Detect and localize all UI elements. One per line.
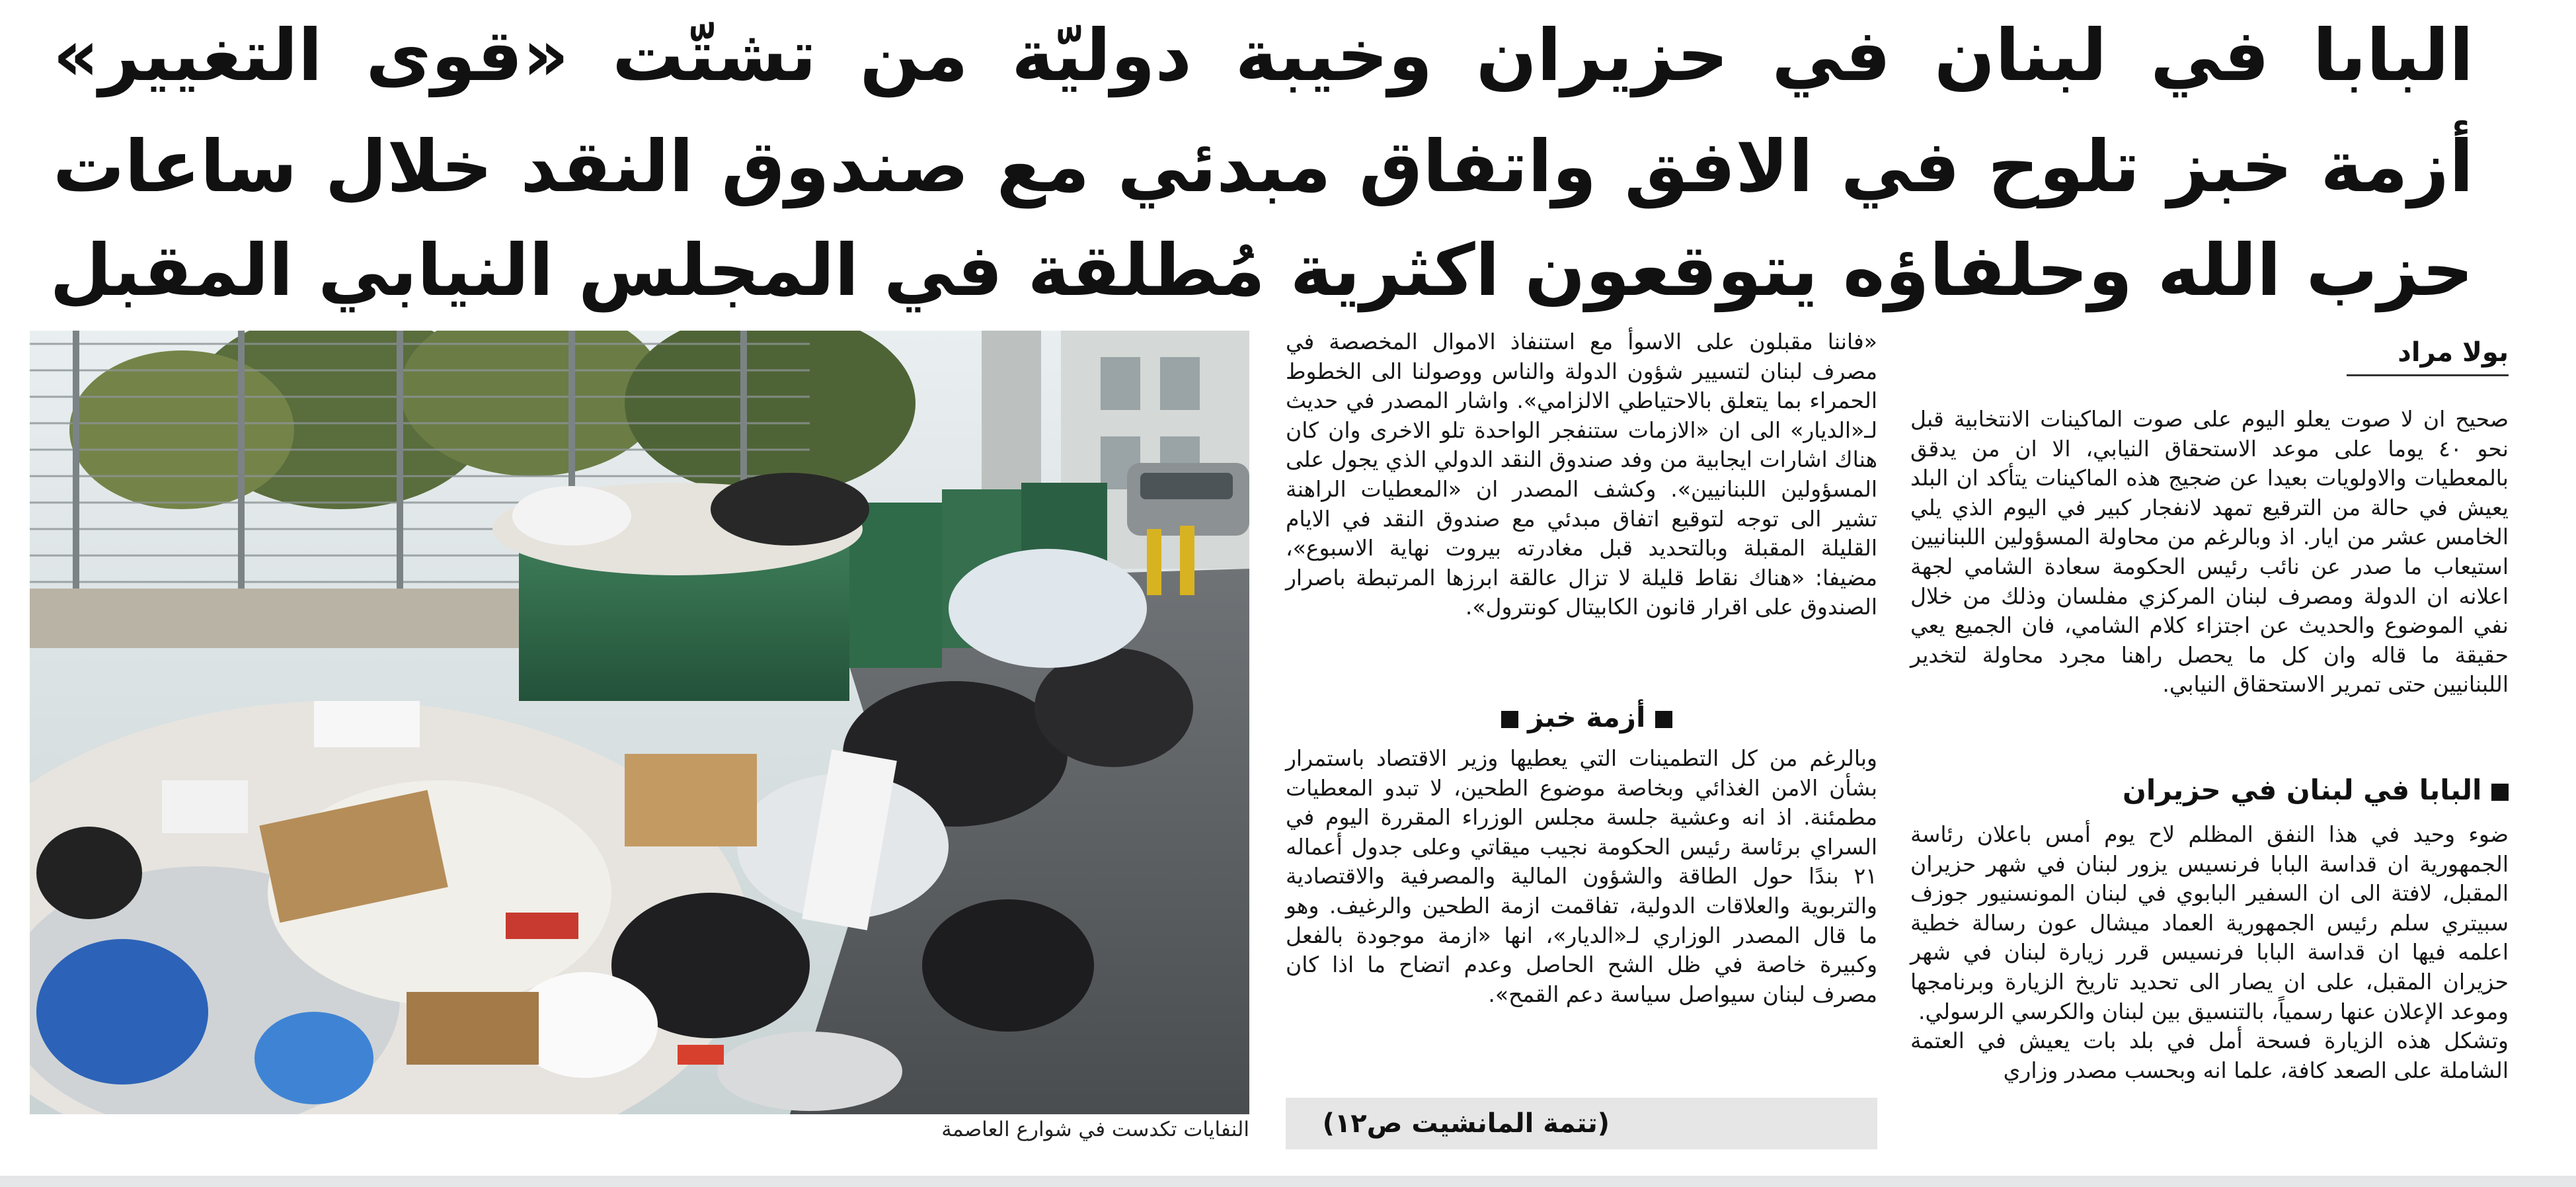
right-paragraph-3: وتشكل هذه الزيارة فسحة أمل في بلد بات يعيش في العتمة الشاملة على الصعد كافة، علما انه وبحسب مصدر وزاري xyxy=(1910,1028,2509,1083)
subhead-pope-visit xyxy=(2123,770,2509,810)
continuation-label: (تتمة المانشيت ص١٢) xyxy=(1322,1108,1610,1139)
headline-3: حزب الله وحلفاؤه يتوقعون اكثرية مُطلقة في المجلس النيابي المقبل xyxy=(50,229,2474,312)
square-bullet-icon xyxy=(1655,711,1672,728)
footer-band xyxy=(0,1176,2576,1187)
headline-1: البابا في لبنان في حزيران وخيبة دوليّة من تشتّت «قوى التغيير» xyxy=(53,15,2474,97)
continuation-note xyxy=(1286,1098,1877,1149)
middle-column-lower xyxy=(1286,744,1877,1009)
square-bullet-icon xyxy=(1501,711,1518,728)
right-paragraph-2: ضوء وحيد في هذا النفق المظلم لاح يوم أمس باعلان رئاسة الجمهورية ان قداسة البابا فرنسيس يزور لبنان في شهر حزيران المقبل، لافتة الى ان السفير البابوي في لبنان المونسنيور جوزف سبيتري سلم رئيس الجمهورية العماد ميشال عون رسالة خطية اعلمه فيها ان قداسة البابا فرنسيس قرر زيارة لبنان في شهر حزيران المقبل، على ان يصار الى تحديد تاريخ الزيارة وبرنامجها وموعد الإعلان عنها رسمياً، بالتنسيق بين لبنان والكرسي الرسولي. xyxy=(1910,821,2509,1024)
middle-paragraph-2: وبالرغم من كل التطمينات التي يعطيها وزير الاقتصاد باستمرار بشأن الامن الغذائي وبخاصة موضوع الطحين، لا تبدو المعطيات مطمئنة. اذ انه وعشية جلسة مجلس الوزراء المقررة اليوم في السراي برئاسة رئيس الحكومة نجيب ميقاتي وعلى جدول أعماله ٢١ بندًا حول الطاقة والشؤون المالية والمصرفية والاقتصادية والتربوية والعلاقات الدولية، تفاقمت ازمة الطحين والرغيف. وهو ما قال المصدر الوزاري لـ«الديار»، انها «ازمة موجودة بالفعل وكبيرة خاصة في ظل الشح الحاصل وعدم اتضاح ما اذا كان مصرف لبنان سيواصل سياسة دعم القمح». xyxy=(1286,745,1877,1007)
middle-paragraph-1: «فاننا مقبلون على الاسوأ مع استنفاذ الاموال المخصصة في مصرف لبنان لتسيير شؤون الدولة والناس ووصولنا الى الخطوط الحمراء بما يتعلق بالاحتياطي الالزامي». واشار المصدر في حديث لـ«الديار» الى ان «الازمات ستنفجر الواحدة تلو الاخرى وان كان هناك اشارات ايجابية من وفد صندوق النقد الدولي الذي يجول على المسؤولين اللبنانيين». وكشف المصدر ان «المعطيات الراهنة تشير الى توجه لتوقيع اتفاق مبدئي مع صندوق النقد في الايام القليلة المقبلة وبالتحديد قبل مغادرته بيروت نهاية الاسبوع»، مضيفا: «هناك نقاط قليلة لا تزال عالقة ابرزها المرتبطة باصرار الصندوق على اقرار قانون الكابيتال كونترول». xyxy=(1286,329,1877,620)
headline-2: أزمة خبز تلوح في الافق واتفاق مبدئي مع صندوق النقد خلال ساعات xyxy=(53,126,2474,208)
right-column xyxy=(1910,405,2509,700)
photo-caption: النفايات تكدست في شوارع العاصمة xyxy=(941,1118,1249,1141)
right-paragraph-1: صحيح ان لا صوت يعلو اليوم على صوت الماكينات الانتخابية قبل نحو ٤٠ يوما على موعد الاستحقاق النيابي، الا ان من يدقق بالمعطيات والاولويات بعيدا عن ضجيج هذه الماكينات يتأكد ان البلد يعيش في حالة من الترقيع تمهد لانفجار كبير في اليوم الذي يلي الخامس عشر من ايار. اذ وبالرغم من محاولة المسؤولين اللبنانيين استيعاب ما صدر عن نائب رئيس الحكومة سعادة الشامي لجهة اعلانه ان الدولة ومصرف لبنان المركزي مفلسان وذلك من خلال نفي الموضوع والحديث عن اجتزاء كلام الشامي، فان الجميع يعي حقيقة ما قاله وان كل ما يحصل راهنا مجرد محاولة لتخدير اللبنانيين حتى تمرير الاستحقاق النيابي. xyxy=(1910,406,2509,698)
author-byline: بولا مراد xyxy=(2347,336,2509,376)
subhead-pope-visit-label: البابا في لبنان في حزيران xyxy=(2123,774,2482,806)
square-bullet-icon xyxy=(2491,784,2509,801)
middle-column xyxy=(1286,327,1877,622)
subhead-bread-crisis-label: أزمة خبز xyxy=(1528,701,1646,733)
garbage-street-photo xyxy=(30,331,1249,1114)
right-column-lower xyxy=(1910,820,2509,1085)
subhead-bread-crisis xyxy=(1487,698,1672,737)
